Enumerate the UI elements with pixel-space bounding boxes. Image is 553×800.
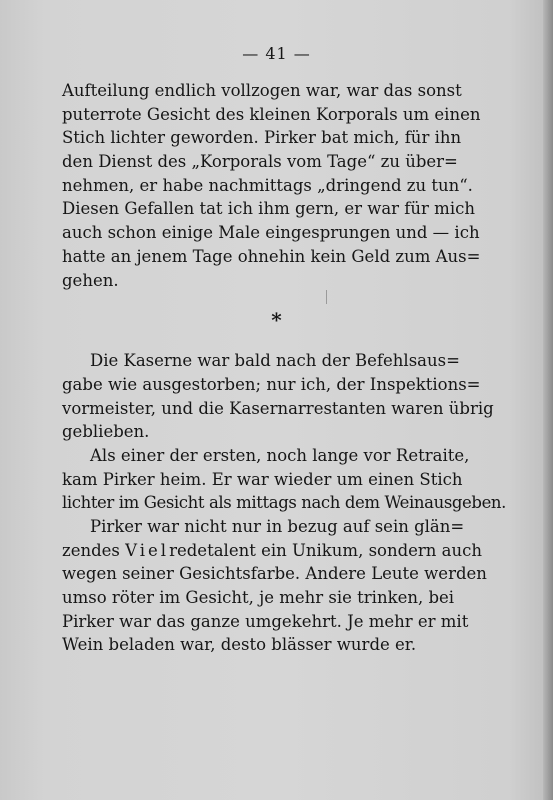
body-text [62, 79, 507, 657]
text-line [62, 539, 483, 563]
text-line: Diesen Gefallen tat ich ihm gern, er war für mich [62, 199, 475, 219]
paragraph-2 [62, 349, 494, 444]
text-line: wegen seiner Gesichtsfarbe. Andere Leute werden [62, 564, 487, 584]
paragraph-4 [62, 515, 487, 657]
text-fragment: redetalent ein Unikum, sondern auch [169, 540, 483, 560]
text-line: hatte an jenem Tage ohnehin kein Geld zum Aus= [62, 246, 481, 266]
text-line: gabe wie ausgestorben; nur ich, der Inspektions= [62, 374, 481, 394]
page-number: — 41 — [242, 44, 311, 63]
text-line: Pirker war das ganze umgekehrt. Je mehr er mit [62, 611, 469, 631]
text-fragment: zendes [62, 540, 120, 560]
text-line: vormeister, und die Kasernarrestanten waren übrig [62, 398, 494, 418]
text-line: Pirker war nicht nur in bezug auf sein glän= [90, 517, 465, 536]
text-line: kam Pirker heim. Er war wieder um einen Stich [62, 469, 463, 489]
text-line: lichter im Gesicht als mittags nach dem Weinausgeben. [62, 493, 507, 513]
text-line: den Dienst des „Korporals vom Tage“ zu über= [62, 152, 458, 172]
text-line: Als einer der ersten, noch lange vor Retraite, [90, 445, 470, 465]
spaced-word: Viel [125, 540, 170, 560]
text-line: gehen. [62, 270, 119, 290]
text-line: puterrote Gesicht des kleinen Korporals um einen [62, 104, 481, 124]
page-edge [543, 0, 553, 800]
text-line: Stich lichter geworden. Pirker bat mich, für ihn [62, 128, 462, 148]
text-line: Aufteilung endlich vollzogen war, war das sonst [62, 81, 462, 100]
paragraph-1 [62, 79, 481, 292]
text-line: auch schon einige Male eingesprungen und — ich [62, 223, 480, 243]
text-line: Die Kaserne war bald nach der Befehlsaus= [90, 351, 460, 371]
text-line: Wein beladen war, desto blässer wurde er. [62, 635, 417, 655]
text-line: umso röter im Gesicht, je mehr sie trinken, bei [62, 588, 455, 608]
text-line: geblieben. [62, 422, 150, 442]
text-line: nehmen, er habe nachmittags „dringend zu tun“. [62, 175, 473, 195]
section-separator: * [271, 308, 282, 332]
paragraph-3 [62, 444, 507, 515]
print-mark [326, 290, 327, 304]
